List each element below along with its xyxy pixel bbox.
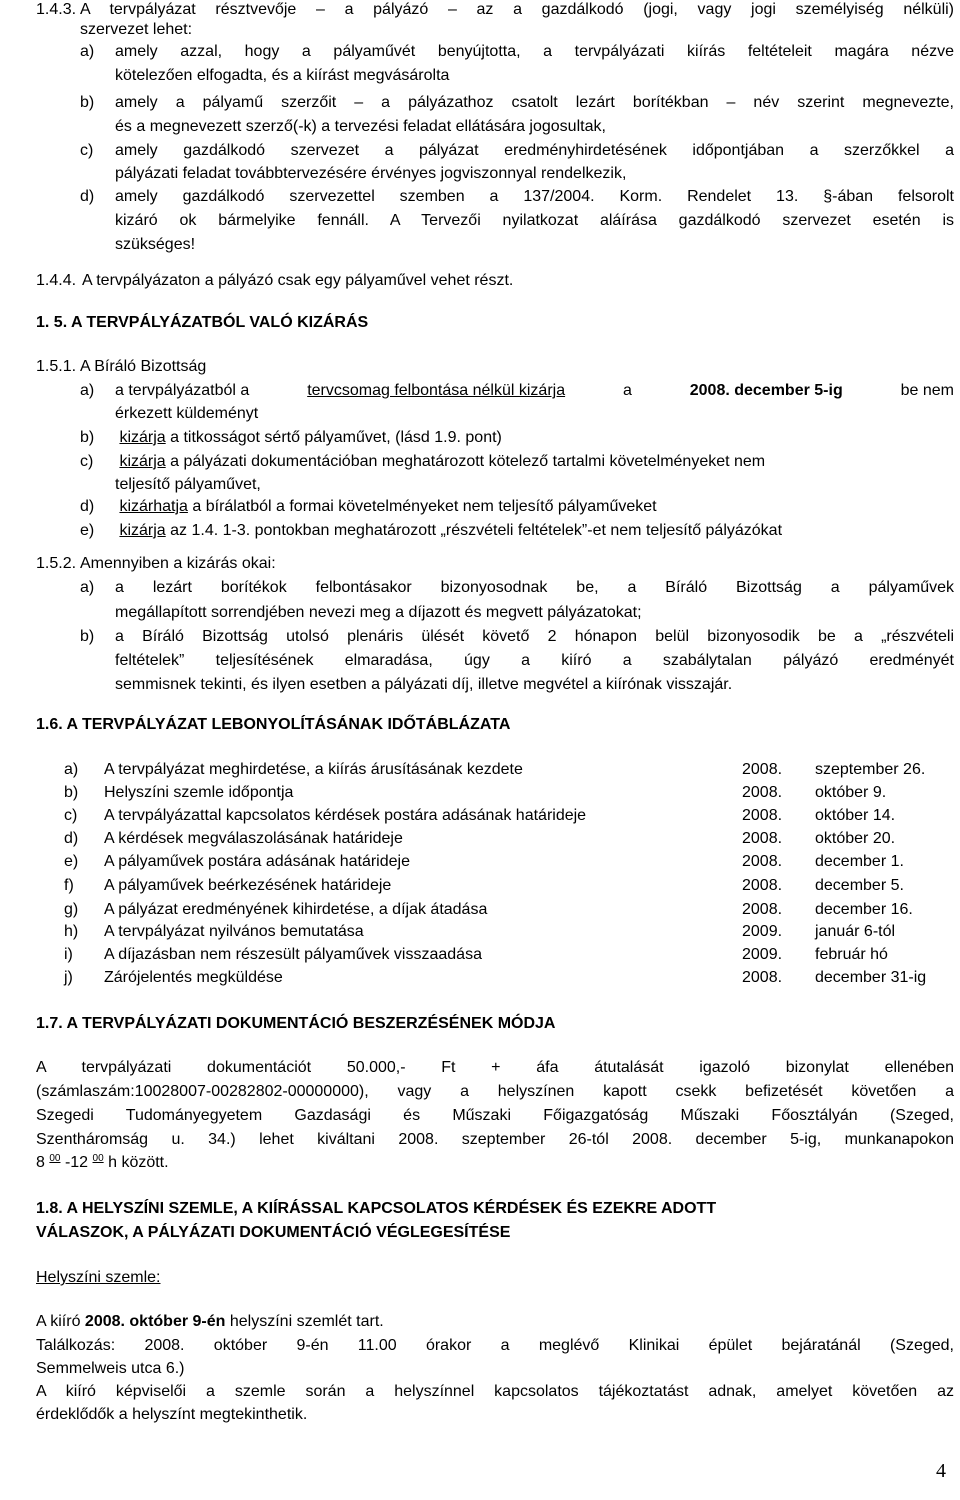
row-event: A pályázat eredményének kihirdetése, a díjak átadása	[104, 901, 488, 918]
subheading	[36, 1268, 160, 1288]
list-item-line	[115, 428, 502, 448]
time-start-hour: 8	[36, 1154, 45, 1171]
paragraph-line: (számlaszám:10028007-00282802-00000000), vagy a helyszínen kapott csekk befizetését követően a	[36, 1083, 954, 1100]
list-item-line: érkezett küldeményt	[115, 405, 259, 422]
section-number: 1.5.1.	[36, 358, 77, 375]
row-letter: f)	[64, 877, 74, 894]
row-letter: h)	[64, 923, 79, 940]
paragraph-line	[36, 1312, 384, 1332]
list-item-line: amely a pályamű szerzőit – a pályázathoz csatolt lezárt borítékban – név szerint megnevezte,	[115, 94, 954, 111]
row-letter: d)	[64, 830, 79, 847]
row-date: december 31-ig	[815, 969, 927, 986]
row-date: február hó	[815, 946, 888, 963]
paragraph-line: A tervpályázat résztvevője – a pályázó – az a gazdálkodó (jogi, vagy jogi személyiség nélküli)	[80, 1, 954, 18]
list-item-line: amely gazdálkodó szervezet a pályázat eredményhirdetésének időpontjában a szerzőkkel a	[115, 142, 954, 159]
underlined-phrase: tervcsomag felbontása nélkül kizárja	[307, 382, 566, 399]
paragraph-line: Szegedi Tudományegyetem Gazdasági és Műszaki Főigazgatóság Műszaki Főosztályán (Szeged,	[36, 1107, 954, 1124]
list-letter: b)	[80, 429, 95, 446]
time-end-text: h között.	[108, 1154, 169, 1171]
row-date: szeptember 26.	[815, 761, 926, 778]
list-item-line: teljesítő pályaművet,	[115, 476, 261, 493]
text-fragment: a	[622, 382, 632, 399]
paragraph-line: Amennyiben a kizárás okai:	[80, 555, 276, 572]
section-number: 1.5.2.	[36, 555, 77, 572]
list-item-line: feltételek” teljesítésének elmaradása, úgy a kiíró a szabálytalan pályázó eredményét	[115, 652, 954, 669]
row-year: 2008.	[742, 761, 783, 778]
row-date: december 5.	[815, 877, 904, 894]
list-letter: e)	[80, 522, 95, 539]
text-fragment: a bírálatból a formai követelményeket nem teljesítő pályaműveket	[192, 498, 657, 515]
list-item-line: szükséges!	[115, 236, 196, 253]
row-date: október 9.	[815, 784, 887, 801]
row-letter: c)	[64, 807, 78, 824]
text-fragment: a titkosságot sértő pályaművet, (lásd 1.9. pont)	[170, 429, 502, 446]
time-start-minutes: 00	[49, 1153, 61, 1164]
list-item-line	[115, 381, 954, 401]
section-heading: 1.6. A TERVPÁLYÁZAT LEBONYOLÍTÁSÁNAK IDŐTÁBLÁZATA	[36, 716, 511, 733]
row-letter: i)	[64, 946, 73, 963]
list-letter: a)	[80, 579, 95, 596]
text-fragment: a tervpályázatból a	[115, 382, 250, 399]
list-letter: a)	[80, 382, 95, 399]
paragraph-line: Semmelweis utca 6.)	[36, 1360, 185, 1377]
row-event: A tervpályázat nyilvános bemutatása	[104, 923, 364, 940]
text-fragment: A kiíró	[36, 1313, 81, 1330]
list-letter: a)	[80, 43, 95, 60]
list-item-line: amely gazdálkodó szervezettel szemben a 137/2004. Korm. Rendelet 13. §-ában felsorolt	[115, 188, 954, 205]
list-item-line: a Bíráló Bizottság utolsó plenáris ülését követő 2 hónapon belül bizonyosodik be a „részvételi	[115, 628, 954, 645]
row-event: A tervpályázattal kapcsolatos kérdések postára adásának határideje	[104, 807, 587, 824]
paragraph-line: Szentháromság u. 34.) lehet kiváltani 2008. szeptember 26-tól 2008. december 5-ig, munkanapokon	[36, 1131, 954, 1148]
row-event: A kérdések megválaszolásának határideje	[104, 830, 403, 847]
paragraph-line	[36, 1153, 169, 1173]
text-fragment: be nem	[900, 382, 954, 399]
text-fragment: az 1.4. 1-3. pontokban meghatározott „részvételi feltételek”-et nem teljesítő pályázókat	[170, 522, 783, 539]
row-year: 2008.	[742, 784, 783, 801]
row-year: 2008.	[742, 969, 783, 986]
section-heading: 1. 5. A TERVPÁLYÁZATBÓL VALÓ KIZÁRÁS	[36, 314, 369, 331]
underlined-phrase: kizárja	[119, 429, 166, 446]
time-mid: -12	[64, 1154, 89, 1171]
underlined-subheading: Helyszíni szemle:	[36, 1269, 161, 1286]
section-heading: 1.7. A TERVPÁLYÁZATI DOKUMENTÁCIÓ BESZERZÉSÉNEK MÓDJA	[36, 1015, 556, 1032]
text-fragment: helyszíni szemlét tart.	[229, 1313, 384, 1330]
list-letter: b)	[80, 628, 95, 645]
list-item-line	[115, 497, 657, 517]
row-year: 2008.	[742, 807, 783, 824]
row-year: 2009.	[742, 946, 783, 963]
row-year: 2008.	[742, 830, 783, 847]
paragraph-line: A tervpályázati dokumentációt 50.000,- Ft + áfa átutalását igazoló bizonylat ellenében	[36, 1059, 954, 1076]
row-event: A tervpályázat meghirdetése, a kiírás árusításának kezdete	[104, 761, 523, 778]
row-date: október 20.	[815, 830, 896, 847]
row-event: A pályaművek postára adásának határideje	[104, 853, 410, 870]
row-date: december 16.	[815, 901, 913, 918]
list-item-line: kötelezően elfogadta, és a kiírást megvásárolta	[115, 67, 450, 84]
list-item-line: semmisnek tekinti, és ilyen esetben a pályázati díj, illetve megvétel a kiírónak visszajár.	[115, 676, 733, 693]
row-letter: g)	[64, 901, 79, 918]
row-year: 2009.	[742, 923, 783, 940]
paragraph-line: A kiíró képviselői a szemle során a helyszínnel kapcsolatos tájékoztatást adnak, amelyet követően az	[36, 1383, 954, 1400]
bold-date: 2008. december 5-ig	[689, 382, 843, 399]
row-letter: e)	[64, 853, 79, 870]
row-date: október 14.	[815, 807, 896, 824]
underlined-phrase: kizárja	[119, 522, 166, 539]
row-event: A pályaművek beérkezésének határideje	[104, 877, 392, 894]
underlined-phrase: kizárja	[119, 453, 166, 470]
row-year: 2008.	[742, 901, 783, 918]
list-letter: c)	[80, 453, 94, 470]
list-item-line: a lezárt borítékok felbontásakor bizonyosodnak be, a Bíráló Bizottság a pályaművek	[115, 579, 954, 596]
row-letter: a)	[64, 761, 79, 778]
section-heading: 1.8. A HELYSZÍNI SZEMLE, A KIÍRÁSSAL KAPCSOLATOS KÉRDÉSEK ÉS EZEKRE ADOTT	[36, 1200, 717, 1217]
list-item-line	[115, 521, 782, 541]
list-item-line: és a megnevezett szerző(-k) a tervezési feladat ellátására jogosultak,	[115, 118, 606, 135]
row-letter: b)	[64, 784, 79, 801]
paragraph-line: A Bíráló Bizottság	[80, 358, 207, 375]
list-item-line: pályázati feladat továbbtervezésére érvényes jogviszonnyal rendelkezik,	[115, 165, 627, 182]
section-number: 1.4.3.	[36, 1, 77, 18]
row-event: Helyszíni szemle időpontja	[104, 784, 294, 801]
list-letter: d)	[80, 498, 95, 515]
row-year: 2008.	[742, 877, 783, 894]
paragraph-line: szervezet lehet:	[80, 21, 193, 38]
underlined-phrase: kizárhatja	[119, 498, 188, 515]
row-letter: j)	[64, 969, 73, 986]
paragraph-line: A tervpályázaton a pályázó csak egy pályaművel vehet részt.	[82, 272, 514, 289]
paragraph-line: érdeklődők a helyszínt megtekinthetik.	[36, 1406, 308, 1423]
paragraph-line: Találkozás: 2008. október 9-én 11.00 órakor a meglévő Klinikai épület bejáratánál (Szeged,	[36, 1337, 954, 1354]
list-item-line	[115, 452, 765, 472]
page-number: 4	[936, 1460, 946, 1482]
list-item-line: kizáró ok bármelyike fennáll. A Tervezői nyilatkozat aláírása gazdálkodó szervezet esetén is	[115, 212, 954, 229]
list-item-line: megállapított sorrendjében nevezi meg a díjazott és megvett pályázatokat;	[115, 604, 642, 621]
list-letter: d)	[80, 188, 95, 205]
row-event: A díjazásban nem részesült pályaművek visszaadása	[104, 946, 482, 963]
row-date: december 1.	[815, 853, 904, 870]
section-heading-line2: VÁLASZOK, A PÁLYÁZATI DOKUMENTÁCIÓ VÉGLEGESÍTÉSE	[36, 1224, 511, 1241]
bold-date: 2008. október 9-én	[84, 1313, 226, 1330]
list-item-line: amely azzal, hogy a pályaművét benyújtotta, a tervpályázati kiírás feltételeit magára nézve	[115, 43, 954, 60]
section-number: 1.4.4.	[36, 272, 77, 289]
row-date: január 6-tól	[815, 923, 896, 940]
text-fragment: a pályázati dokumentációban meghatározott kötelező tartalmi követelményeket nem	[170, 453, 766, 470]
list-letter: c)	[80, 142, 94, 159]
time-end-minutes: 00	[92, 1153, 104, 1164]
row-year: 2008.	[742, 853, 783, 870]
row-event: Zárójelentés megküldése	[104, 969, 283, 986]
list-letter: b)	[80, 94, 95, 111]
